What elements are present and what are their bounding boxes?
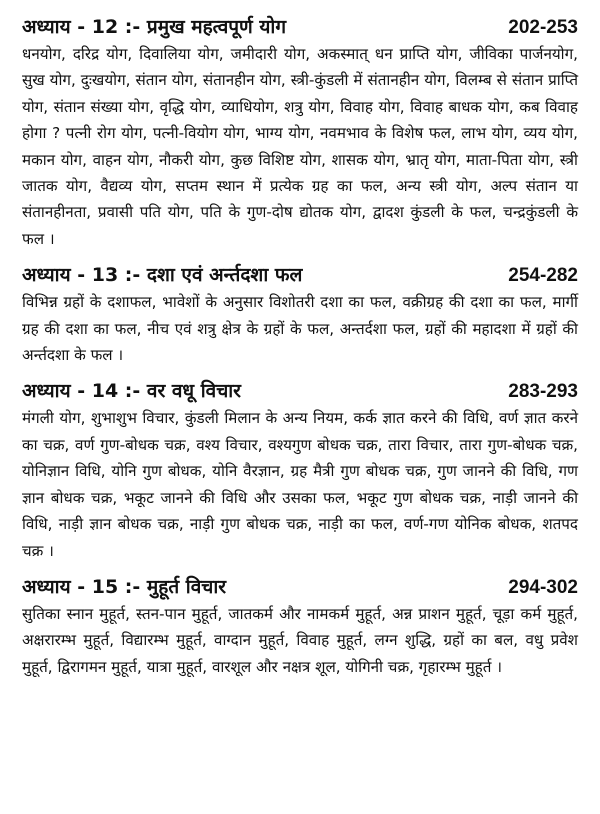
chapter-title: अध्याय - 13 :- दशा एवं अर्न्तदशा फल	[22, 264, 303, 287]
chapter-15	[22, 574, 578, 680]
chapter-topics: सुतिका स्नान मुहूर्त, स्तन-पान मुहूर्त, जातकर्म और नामकर्म मुहूर्त, अन्न प्राशन मुहूर्त, चूड़ा कर्म मुहूर्त, अक्षरारम्भ मुहूर्त, विद्यारम्भ मुहूर्त, वाग्दान मुहूर्त, विवाह मुहूर्त, लग्न शुद्धि, ग्रहों का बल, वधु प्रवेश मुहूर्त, द्विरागमन मुहूर्त, यात्रा मुहूर्त, वारशूल और नक्षत्र शूल, योगिनी चक्र, गृहारम्भ मुहूर्त ।	[22, 604, 578, 676]
chapter-page-range: 254-282	[508, 265, 578, 287]
chapter-page-range: 202-253	[508, 17, 578, 38]
chapter-title: अध्याय - 12 :- प्रमुख महत्वपूर्ण योग	[22, 16, 287, 38]
chapter-13	[22, 262, 578, 368]
chapter-topics: विभिन्न ग्रहों के दशाफल, भावेशों के अनुसार विशोतरी दशा का फल, वक्रीग्रह की दशा का फल, मार्गी ग्रह की दशा का फल, नीच एवं शत्रु क्षेत्र के ग्रहों के फल, अन्तर्दशा फल, ग्रहों की महादशा में ग्रहों की अर्न्तदशा के फल ।	[22, 293, 578, 365]
chapter-topics: मंगली योग, शुभाशुभ विचार, कुंडली मिलान के अन्य नियम, कर्क ज्ञात करने की विधि, वर्ण ज्ञात करने का चक्र, वर्ण गुण-बोधक चक्र, वश्य विचार, वश्यगुण बोधक चक्र, तारा विचार, तारा गुण-बोधक चक्र, योनिज्ञान विधि, योनि गुण बोधक, योनि वैरज्ञान, ग्रह मैत्री गुण बोधक चक्र, गुण जानने की विधि, गण ज्ञान बोधक चक्र, भकूट जानने की विधि और उसका फल, भकूट गुण बोधक चक्र, नाड़ी जानने की विधि, नाड़ी ज्ञान बोधक चक्र, नाड़ी गुण बोधक चक्र, नाड़ी का फल, वर्ण-गण योनिक बोधक, शतपद चक्र ।	[22, 409, 578, 560]
chapter-page-range: 294-302	[508, 576, 578, 598]
chapter-heading	[22, 378, 578, 405]
chapter-title: अध्याय - 15 :- मुहूर्त विचार	[22, 575, 227, 598]
chapter-title: अध्याय - 14 :- वर वधू विचार	[22, 380, 241, 403]
chapter-12	[22, 14, 578, 252]
chapter-heading	[22, 262, 578, 289]
chapter-topics: धनयोग, दरिद्र योग, दिवालिया योग, जमीदारी योग, अकस्मात् धन प्राप्ति योग, जीविका पार्जनयोग, सुख योग, दुःखयोग, संतान योग, संतानहीन योग, स्त्री-कुंडली में संतानहीन योग, विलम्ब से संतान प्राप्ति योग, संतान संख्या योग, वृद्धि योग, व्याधियोग, शत्रु योग, विवाह योग, विवाह बाधक योग, कब विवाह होगा ? पत्नी रोग योग, पत्नी-वियोग योग, भाग्य योग, नवमभाव के विशेष फल, लाभ योग, व्यय योग, मकान योग, वाहन योग, नौकरी योग, कुछ विशिष्ट योग, शासक योग, भ्रातृ योग, माता-पिता योग, स्त्री जातक योग, वैद्यव्य योग, सप्तम स्थान में प्रत्येक ग्रह का फल, अन्य स्त्री योग, अल्प संतान या संतानहीनता, प्रवासी पति योग, पति के गुण-दोष द्योतक योग, द्वादश कुंडली के फल, चन्द्रकुंडली के फल ।	[22, 45, 578, 248]
chapter-heading	[22, 574, 578, 601]
chapter-heading	[22, 14, 578, 41]
chapter-14	[22, 378, 578, 563]
chapter-page-range: 283-293	[508, 381, 578, 403]
